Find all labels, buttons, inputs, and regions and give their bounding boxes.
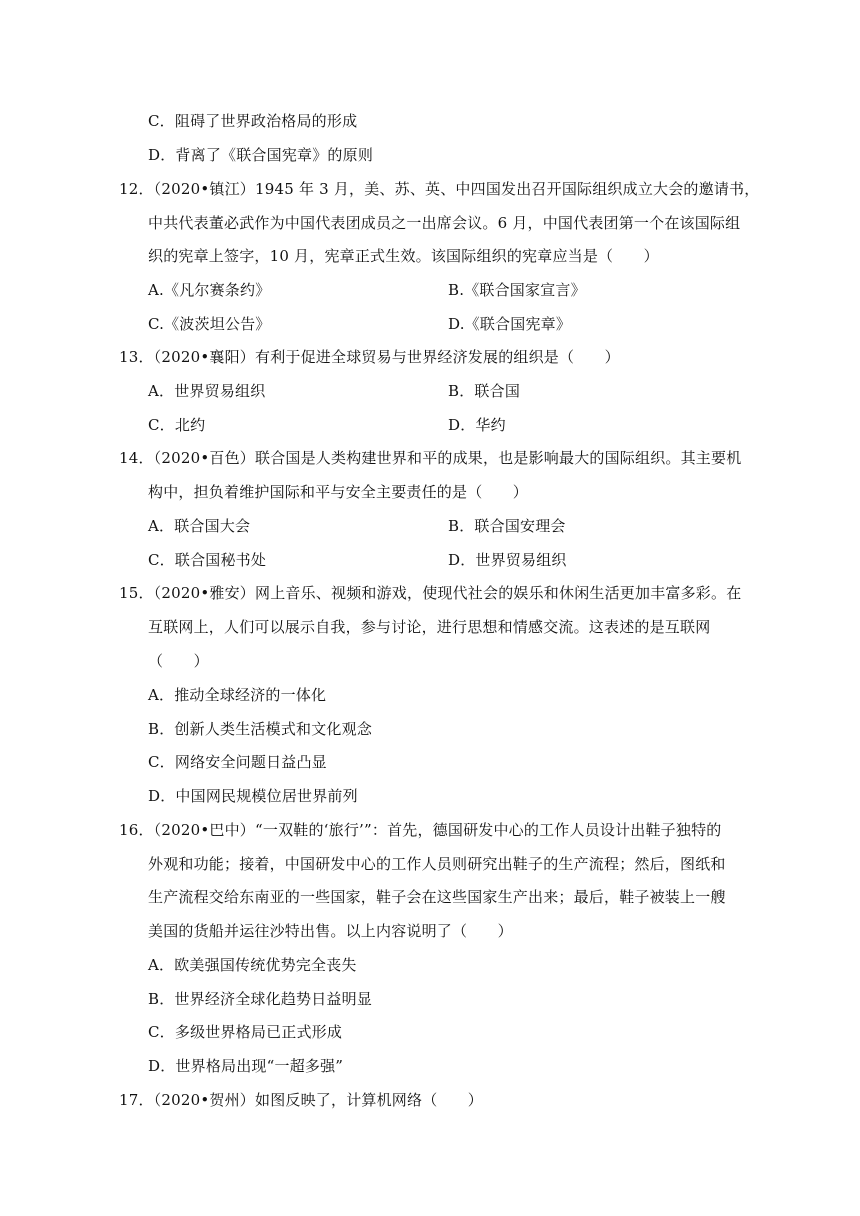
- q11-option-d: D．背离了《联合国宪章》的原则: [148, 146, 374, 164]
- q13-option-b: B．联合国: [448, 382, 521, 400]
- q14-stem-line1: 14．（2020•百色）联合国是人类构建世界和平的成果，也是影响最大的国际组织。其主要机: [119, 449, 742, 467]
- q16-option-c: C．多级世界格局已正式形成: [148, 1023, 343, 1041]
- q16-option-b: B．世界经济全球化趋势日益明显: [148, 990, 373, 1008]
- q15-option-b: B．创新人类生活模式和文化观念: [148, 720, 373, 738]
- q16-stem-line4: 美国的货船并运往沙特出售。以上内容说明了（ ）: [148, 922, 513, 940]
- q12-option-a: A.《凡尔赛条约》: [148, 281, 271, 299]
- q13-stem-line1: 13．（2020•襄阳）有利于促进全球贸易与世界经济发展的组织是（ ）: [119, 348, 620, 366]
- q13-option-c: C．北约: [148, 416, 206, 434]
- q15-stem-line3: （ ）: [148, 652, 209, 670]
- q12-stem-line1: 12．（2020•镇江）1945 年 3 月，美、苏、英、中四国发出召开国际组织成立大会的邀请书，: [119, 180, 760, 198]
- q15-stem-line2: 互联网上，人们可以展示自我，参与讨论，进行思想和情感交流。这表述的是互联网: [148, 618, 711, 636]
- q15-option-c: C．网络安全问题日益凸显: [148, 753, 327, 771]
- q15-stem-line1: 15．（2020•雅安）网上音乐、视频和游戏，使现代社会的娱乐和休闲生活更加丰富多彩。在: [119, 584, 742, 602]
- q15-option-a: A．推动全球经济的一体化: [148, 686, 327, 704]
- q12-option-d: D.《联合国宪章》: [448, 315, 572, 333]
- q16-stem-line1: 16．（2020•巴中）“一双鞋的‘旅行’”：首先，德国研发中心的工作人员设计出鞋子独特的: [119, 821, 722, 839]
- q12-stem-line2: 中共代表董必武作为中国代表团成员之一出席会议。6 月，中国代表团第一个在该国际组: [148, 214, 741, 232]
- q14-option-c: C．联合国秘书处: [148, 551, 267, 569]
- q12-option-c: C.《波茨坦公告》: [148, 315, 271, 333]
- q13-option-a: A．世界贸易组织: [148, 382, 266, 400]
- q16-stem-line2: 外观和功能；接着，中国研发中心的工作人员则研究出鞋子的生产流程；然后，图纸和: [148, 855, 726, 873]
- q12-stem-line3: 织的宪章上签字，10 月，宪章正式生效。该国际组织的宪章应当是（ ）: [148, 247, 659, 265]
- q14-option-b: B．联合国安理会: [448, 517, 566, 535]
- q13-option-d: D．华约: [448, 416, 506, 434]
- q14-stem-line2: 构中，担负着维护国际和平与安全主要责任的是（ ）: [148, 483, 529, 501]
- q16-option-a: A．欧美强国传统优势完全丧失: [148, 956, 357, 974]
- q17-stem-line1: 17．（2020•贺州）如图反映了，计算机网络（ ）: [119, 1091, 484, 1109]
- q11-option-c: C．阻碍了世界政治格局的形成: [148, 112, 358, 130]
- q15-option-d: D．中国网民规模位居世界前列: [148, 787, 358, 805]
- q16-option-d: D．世界格局出现“一超多强”: [148, 1057, 344, 1075]
- q14-option-a: A．联合国大会: [148, 517, 251, 535]
- q14-option-d: D．世界贸易组织: [448, 551, 567, 569]
- q12-option-b: B.《联合国家宣言》: [448, 281, 586, 299]
- q16-stem-line3: 生产流程交给东南亚的一些国家，鞋子会在这些国家生产出来；最后，鞋子被装上一艘: [148, 888, 726, 906]
